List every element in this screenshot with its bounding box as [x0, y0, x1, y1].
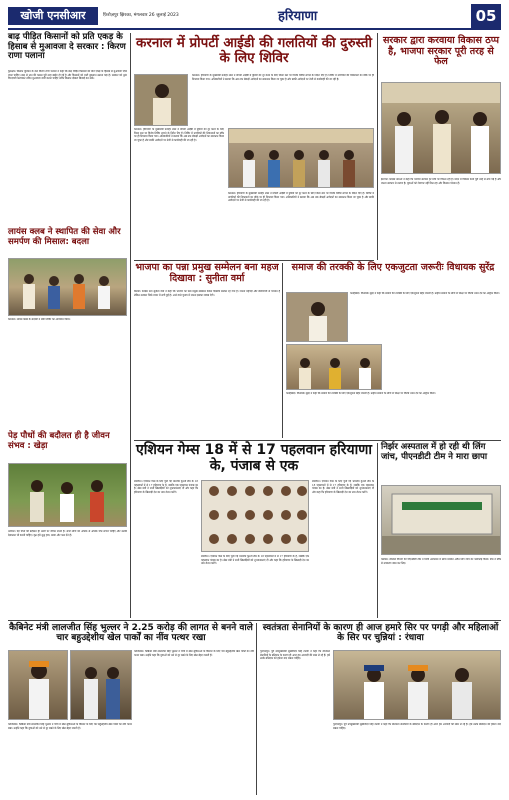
page-number: 05: [471, 4, 501, 28]
story-asian-games-headline: एशियन गेम्स 18 में से 17 पहलवान हरियाणा के, पंजाब से एक: [136, 442, 372, 474]
divider-hospital: [377, 443, 378, 618]
story-freedom-fighters-headline: स्वतंत्रता सेनानियों के कारण ही आज हमारे सिर पर पगड़ी और महिलाओं के सिर पर चुन्नियां : रंधावा: [262, 623, 499, 644]
story-property-id-body-cont: करनाल। हरियाणा के मुख्यमंत्री मनोहर लाल ने प्रोपर्टी आईडी में त्रुटियों को दूर करने के लिए जिला स्तर पर विशेष शिविर लगाने के निर्देश दिए हैं। शिविर में नागरिकों की शिकायतों का मौके पर ही निपटारा किया गया। अधिकारियों ने बताया कि अब तक सैकड़ों आवेदनों का समाधान किया जा चुका है और बाकी आवेदनों पर तेजी से कार्यवाही की जा रही है।: [134, 128, 224, 142]
story-hospital-headline: निर्झर अस्पताल में हो रही थी लिंग जांच, पीएनडीटी टीम ने मारा छापा: [381, 442, 488, 462]
story-asian-games-body-cont-2: सोनीपत। एशियन गेम्स के लिए चुनी गई भारतीय कुश्ती टीम के 18 पहलवानों में से 17 हरियाणा के हैं, जबकि एक पहलवान पंजाब का है। खेल मंत्री ने सभी खिलाड़ियों को शुभकामनाएं दीं और कहा कि हरियाणा के खिलाड़ी देश का नाम रोशन करेंगे।: [201, 555, 309, 565]
story-cabinet-minister-body-cont: फाजिल्का। कैबिनेट मंत्री लालजीत सिंह भुल्लर ने गांवों में खेल सुविधाओं के विस्तार के लिए चार बहुउद्देशीय खेल पार्कों का नींव पत्थर रखा। उन्होंने कहा कि युवाओं को नशे से दूर रखने के लिए खेल बेहद जरूरी हैं।: [8, 723, 132, 730]
story-asian-games-body-cont: सोनीपत। एशियन गेम्स के लिए चुनी गई भारतीय कुश्ती टीम के 18 पहलवानों में से 17 हरियाणा के हैं, जबकि एक पहलवान पंजाब का है। खेल मंत्री ने सभी खिलाड़ियों को शुभकामनाएं दीं और कहा कि हरियाणा के खिलाड़ी देश का नाम रोशन करेंगे।: [312, 480, 374, 494]
society-photo-1: [286, 292, 348, 342]
story-freedom-fighters-body: गुरदासपुर। पूर्व उपमुख्यमंत्री सुखजिंदर सिंह रंधावा ने कहा कि स्वतंत्रता सेनानियों के बलिदान के कारण ही आज हम आजादी की सांस ले रहे हैं। हमें उनके बलिदान को हमेशा याद रखना चाहिए।: [260, 650, 330, 660]
divider-main-1: [134, 440, 501, 441]
lions-club-caption: करनाल। लायंस क्लब के सदस्यों ने सेवा शिविर का आयोजन किया।: [8, 318, 71, 321]
divider-bottom: [256, 623, 257, 795]
wrestlers-photo-grid: [201, 480, 309, 552]
story-society-body-cont: फतेहाबाद। विधायक सुरेंद्र ने कहा कि समाज की तरक्की के लिए एकजुटता बेहद जरूरी है। उन्होंने समाज के लोगों से शिक्षा पर विशेष ध्यान देने का आह्वान किया।: [286, 392, 436, 395]
freedom-fighters-photo: [333, 650, 501, 720]
story-property-id-body: करनाल। हरियाणा के मुख्यमंत्री मनोहर लाल ने प्रोपर्टी आईडी में त्रुटियों को दूर करने के लिए जिला स्तर पर विशेष शिविर लगाने के निर्देश दिए हैं। शिविर में नागरिकों की शिकायतों का मौके पर ही निपटारा किया गया। अधिकारियों ने बताया कि अब तक सैकड़ों आवेदनों का समाधान किया जा चुका है और बाकी आवेदनों पर तेजी से कार्यवाही की जा रही है।: [192, 74, 374, 81]
story-property-id-headline: करनाल में प्रोपर्टी आईडी की गलतियों की दुरुस्ती के लिए शिविर: [136, 35, 372, 67]
masthead: [8, 4, 501, 30]
property-id-photo-2: [228, 128, 374, 188]
society-photo-2: [286, 344, 382, 390]
story-society-headline: समाज की तरक्की के लिए एकजुटता जरूरीः विधायक सुरेंद्र: [291, 262, 495, 273]
divider-center-1: [134, 260, 374, 261]
divider-right-col: [377, 33, 378, 260]
story-property-id-body-cont-2: करनाल। हरियाणा के मुख्यमंत्री मनोहर लाल ने प्रोपर्टी आईडी में त्रुटियों को दूर करने के लिए जिला स्तर पर विशेष शिविर लगाने के निर्देश दिए हैं। शिविर में नागरिकों की शिकायतों का मौके पर ही निपटारा किया गया। अधिकारियों ने बताया कि अब तक सैकड़ों आवेदनों का समाधान किया जा चुका है और बाकी आवेदनों पर तेजी से कार्यवाही की जा रही है।: [228, 192, 374, 202]
section-title: हरियाणा: [278, 9, 318, 24]
story-development-body: झज्जर। कांग्रेस नेताओं ने कहा कि भाजपा सरकार हर मोर्चे पर विफल रही है। प्रदेश में विकास कार्य पूरी तरह से ठप्प पड़े हैं और जनता सरकार से नाराज है। युवाओं को रोजगार नहीं मिल रहा और किसान परेशान हैं।: [381, 178, 501, 185]
left-column-divider: [130, 33, 131, 618]
story-flood-compensation-headline: बाढ़ पीड़ित किसानों को प्रति एकड़ के हिसाब से मुआवजा दे सरकार : किरण राणा पलाना: [8, 32, 126, 62]
cabinet-minister-photo-1: [8, 650, 68, 720]
story-cabinet-minister-body: फाजिल्का। कैबिनेट मंत्री लालजीत सिंह भुल्लर ने गांवों में खेल सुविधाओं के विस्तार के लिए चार बहुउद्देशीय खेल पार्कों का नींव पत्थर रखा। उन्होंने कहा कि युवाओं को नशे से दूर रखने के लिए खेल बेहद जरूरी हैं।: [134, 650, 254, 657]
dateline: फ़िरोज़पुर झिरका, मंगलवार 26 जुलाई 2023: [103, 13, 179, 18]
story-asian-games-body: सोनीपत। एशियन गेम्स के लिए चुनी गई भारतीय कुश्ती टीम के 18 पहलवानों में से 17 हरियाणा के हैं, जबकि एक पहलवान पंजाब का है। खेल मंत्री ने सभी खिलाड़ियों को शुभकामनाएं दीं और कहा कि हरियाणा के खिलाड़ी देश का नाम रोशन करेंगे।: [134, 480, 198, 494]
story-freedom-fighters-body-cont: गुरदासपुर। पूर्व उपमुख्यमंत्री सुखजिंदर सिंह रंधावा ने कहा कि स्वतंत्रता सेनानियों के बलिदान के कारण ही आज हम आजादी की सांस ले रहे हैं। हमें उनके बलिदान को हमेशा याद रखना चाहिए।: [333, 723, 501, 730]
story-bjp-headline: भाजपा का पन्ना प्रमुख सम्मेलन बना महज दिखावा : सुनीता वर्मा: [135, 262, 279, 284]
development-photo: [381, 82, 501, 174]
divider-main-2: [8, 620, 501, 621]
story-development-headline: सरकार द्वारा करवाया विकास ठप्प है, भाजपा सरकार पूरी तरह से फेल: [382, 35, 500, 68]
property-id-photo-1: [134, 74, 188, 126]
story-flood-compensation-body: कुरुक्षेत्र। किसान यूनियन के नेता किरण राणा पलाना ने कहा कि बाढ़ पीड़ित किसानों को प्रति एकड़ के हिसाब से मुआवजा दिया जाना चाहिए। बाढ़ से धान की फसल पूरी तरह बर्बाद हो गई है और किसानों को भारी नुकसान उठाना पड़ा है। सरकार को तुरंत गिरदावरी करवाकर उचित मुआवजा जारी करना चाहिए ताकि किसान दोबारा बिजाई कर सकें।: [8, 70, 127, 80]
story-trees-headline: पेड़ पौधों की बदौलत ही है जीवन संभव : खेड़ा: [8, 431, 110, 451]
story-lions-club-headline: लायंस क्लब ने स्थापित की सेवा और समर्पण की मिसाल: बदला: [8, 227, 121, 247]
story-bjp-body: सिरसा। कांग्रेस नेता सुनीता वर्मा ने कहा कि भाजपा का पन्ना प्रमुख सम्मेलन केवल दिखावा बनकर रह गया है। जनता महंगाई और बेरोजगारी से परेशान है लेकिन सरकार सिर्फ प्रचार में लगी हुई है। आने वाले चुनाव में जनता इसका जवाब देगी।: [134, 290, 280, 297]
hospital-photo: [381, 485, 501, 555]
story-society-body: फतेहाबाद। विधायक सुरेंद्र ने कहा कि समाज की तरक्की के लिए एकजुटता बेहद जरूरी है। उन्होंने समाज के लोगों से शिक्षा पर विशेष ध्यान देने का आह्वान किया।: [350, 292, 500, 295]
paper-name: खोजी एनसीआर: [8, 7, 98, 25]
divider-center-2: [282, 263, 283, 438]
lions-club-photo: [8, 258, 127, 316]
cabinet-minister-photo-2: [70, 650, 132, 720]
story-cabinet-minister-headline: कैबिनेट मंत्री लालजीत सिंह भुल्लर ने 2.25 करोड़ की लागत से बनने वाले चार बहुउद्देशीय खेल पार्कों का नींव पत्थर रखा: [9, 623, 253, 644]
trees-photo: [8, 463, 127, 527]
story-hospital-body: पलवल। स्वास्थ्य विभाग की पीएनडीटी टीम ने निजी अस्पताल में छापा मारकर अवैध लिंग जांच का भंडाफोड़ किया। टीम ने मौके से उपकरण जब्त कर लिए।: [381, 558, 501, 565]
story-trees-body: नरवाना। पेड़ पौधों की बदौलत ही धरती पर जीवन संभव है। सभी लोगों को अधिक से अधिक पौधे लगाने चाहिए और उनकी देखभाल भी करनी चाहिए। वृक्ष हमें शुद्ध हवा, छाया और फल देते हैं।: [8, 530, 127, 537]
